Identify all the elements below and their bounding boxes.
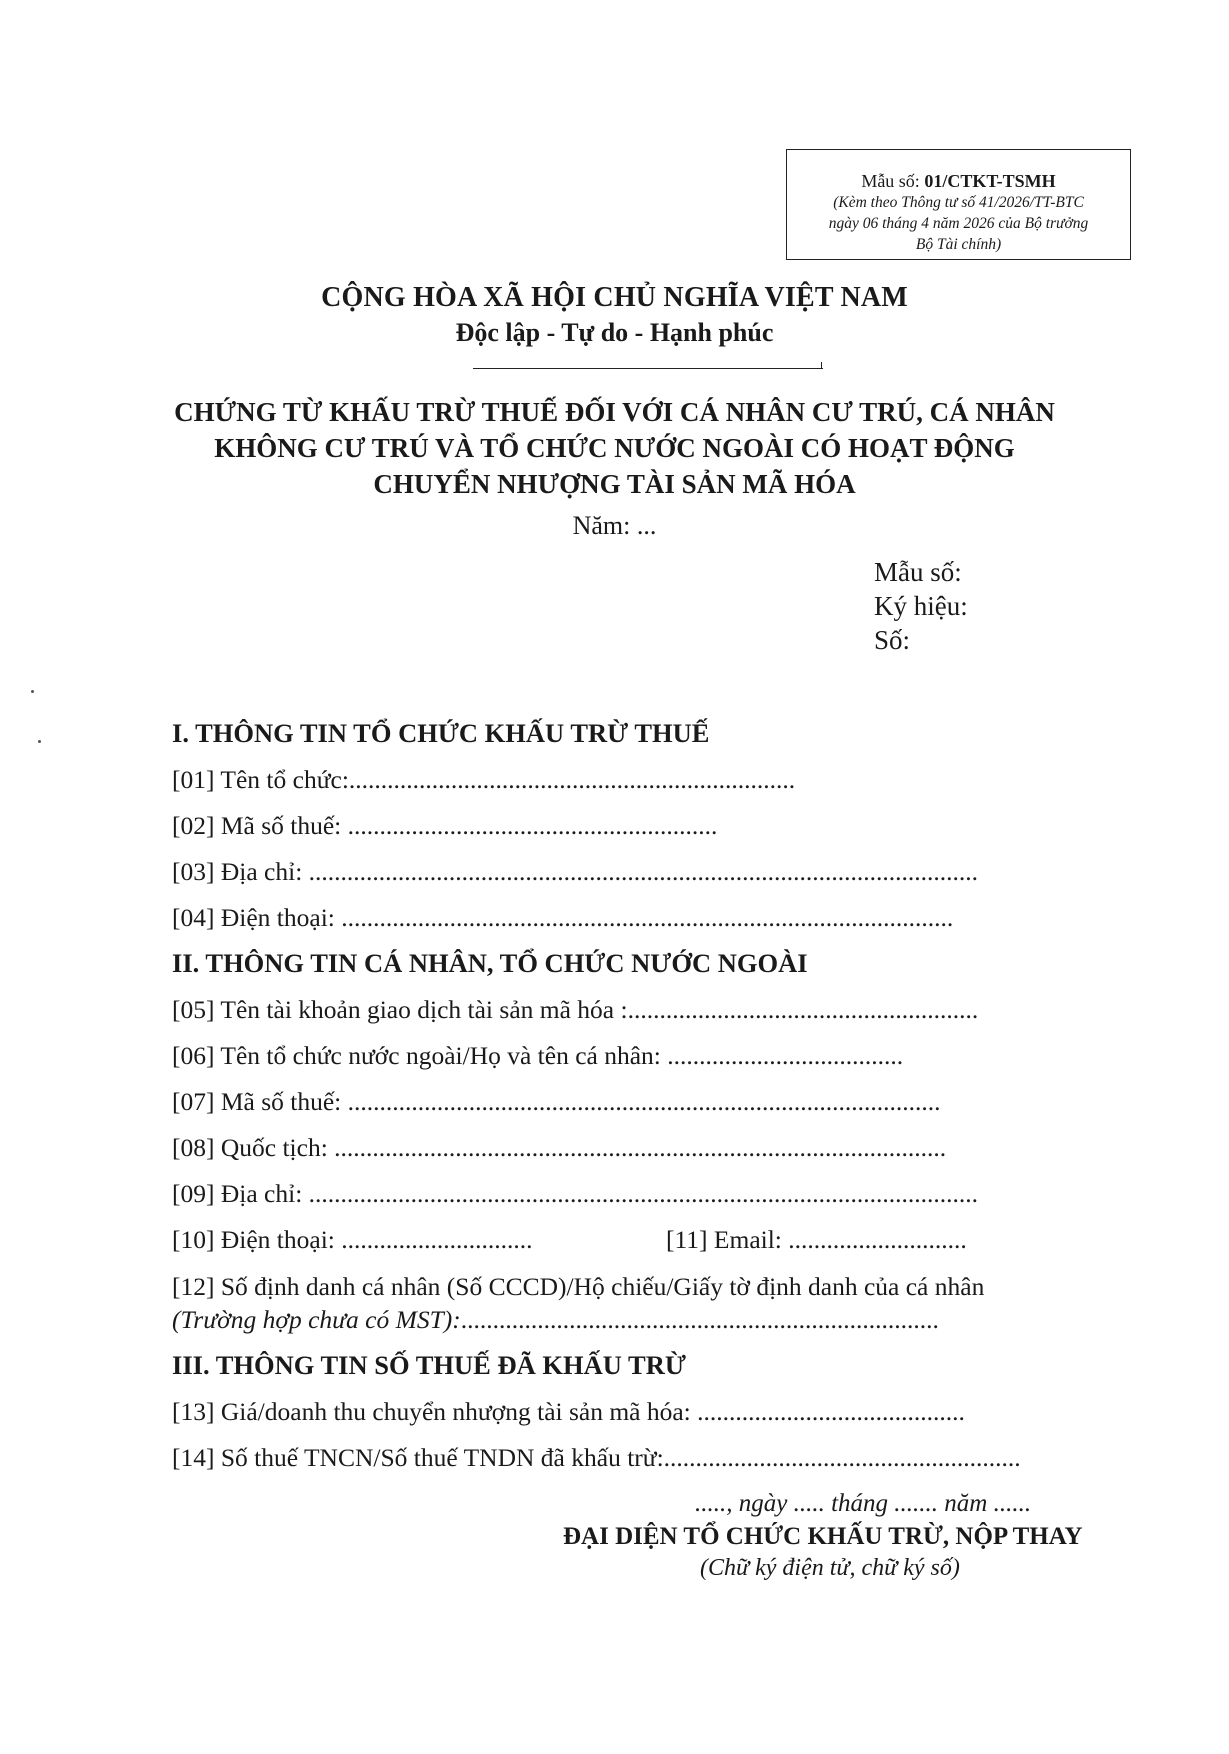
form-note-line-2: ngày 06 tháng 4 năm 2026 của Bộ trưởng [828,215,1089,232]
field-08-nationality: [08] Quốc tịch: ................................................................................................ [172,1133,947,1162]
field-12-personal-id: [12] Số định danh cá nhân (Số CCCD)/Hộ chiếu/Giấy tờ định danh của cá nhân [172,1272,985,1301]
meta-form-number: Mẫu số: [874,557,962,587]
document-title-line-1: CHỨNG TỪ KHẤU TRỪ THUẾ ĐỐI VỚI CÁ NHÂN CƯ TRÚ, CÁ NHÂN [174,397,1055,427]
signature-note: (Chữ ký điện tử, chữ ký số) [700,1555,960,1581]
field-04-phone: [04] Điện thoại: ................................................................................................ [172,903,954,932]
meta-number: Số: [874,625,911,655]
signature-date-line: ....., ngày ..... tháng ....... năm ...... [695,1490,1032,1517]
field-02-tax-code: [02] Mã số thuế: .......................................................... [172,811,718,840]
form-code-box [786,149,1131,260]
document-year: Năm: ... [572,511,657,540]
field-12-note: (Trường hợp chưa có MST): [172,1305,461,1334]
document-title-line-2: KHÔNG CƯ TRÚ VÀ TỔ CHỨC NƯỚC NGOÀI CÓ HOẠT ĐỘNG [214,433,1015,463]
field-06-foreign-org-or-person-name: [06] Tên tổ chức nước ngoài/Họ và tên cá nhân: ..................................... [172,1041,904,1070]
field-01-organization-name: [01] Tên tổ chức:...................................................................... [172,765,796,794]
form-code: Mẫu số: 01/CTKT-TSMH [861,171,1056,191]
field-12-dots: ........................................................................... [460,1305,939,1334]
signature-representative: ĐẠI DIỆN TỔ CHỨC KHẤU TRỪ, NỘP THAY [563,1523,1083,1550]
field-11-email: [11] Email: ............................ [666,1225,967,1254]
nation-name: CỘNG HÒA XÃ HỘI CHỦ NGHĨA VIỆT NAM [321,282,908,313]
motto-underline-tick [821,362,822,369]
scan-speck [31,690,34,693]
field-10-phone: [10] Điện thoại: .............................. [172,1225,533,1254]
form-code-value: 01/CTKT-TSMH [924,171,1056,191]
field-13-transfer-revenue: [13] Giá/doanh thu chuyển nhượng tài sản mã hóa: .......................................... [172,1397,965,1426]
section-2-heading: II. THÔNG TIN CÁ NHÂN, TỔ CHỨC NƯỚC NGOÀI [172,948,808,978]
national-motto: Độc lập - Tự do - Hạnh phúc [455,318,774,347]
motto-underline [473,368,823,369]
form-note-line-3: Bộ Tài chính) [915,236,1002,253]
field-07-tax-code: [07] Mã số thuế: ............................................................................................. [172,1087,941,1116]
field-12-personal-id-continued [172,1305,939,1335]
section-1-heading: I. THÔNG TIN TỔ CHỨC KHẤU TRỪ THUẾ [172,718,710,748]
meta-symbol: Ký hiệu: [874,591,968,621]
field-14-tax-withheld: [14] Số thuế TNCN/Số thuế TNDN đã khấu trừ:........................................................ [172,1443,1021,1472]
section-3-heading: III. THÔNG TIN SỐ THUẾ ĐÃ KHẤU TRỪ [172,1350,686,1380]
field-05-trading-account: [05] Tên tài khoản giao dịch tài sản mã hóa :....................................................... [172,995,979,1024]
form-note-line-1: (Kèm theo Thông tư số 41/2026/TT-BTC [833,194,1084,211]
field-09-address: [09] Địa chỉ: ......................................................................................................... [172,1179,979,1208]
scan-speck [38,740,41,743]
field-03-address: [03] Địa chỉ: ......................................................................................................... [172,857,979,886]
document-title-line-3: CHUYỂN NHƯỢNG TÀI SẢN MÃ HÓA [373,469,856,499]
